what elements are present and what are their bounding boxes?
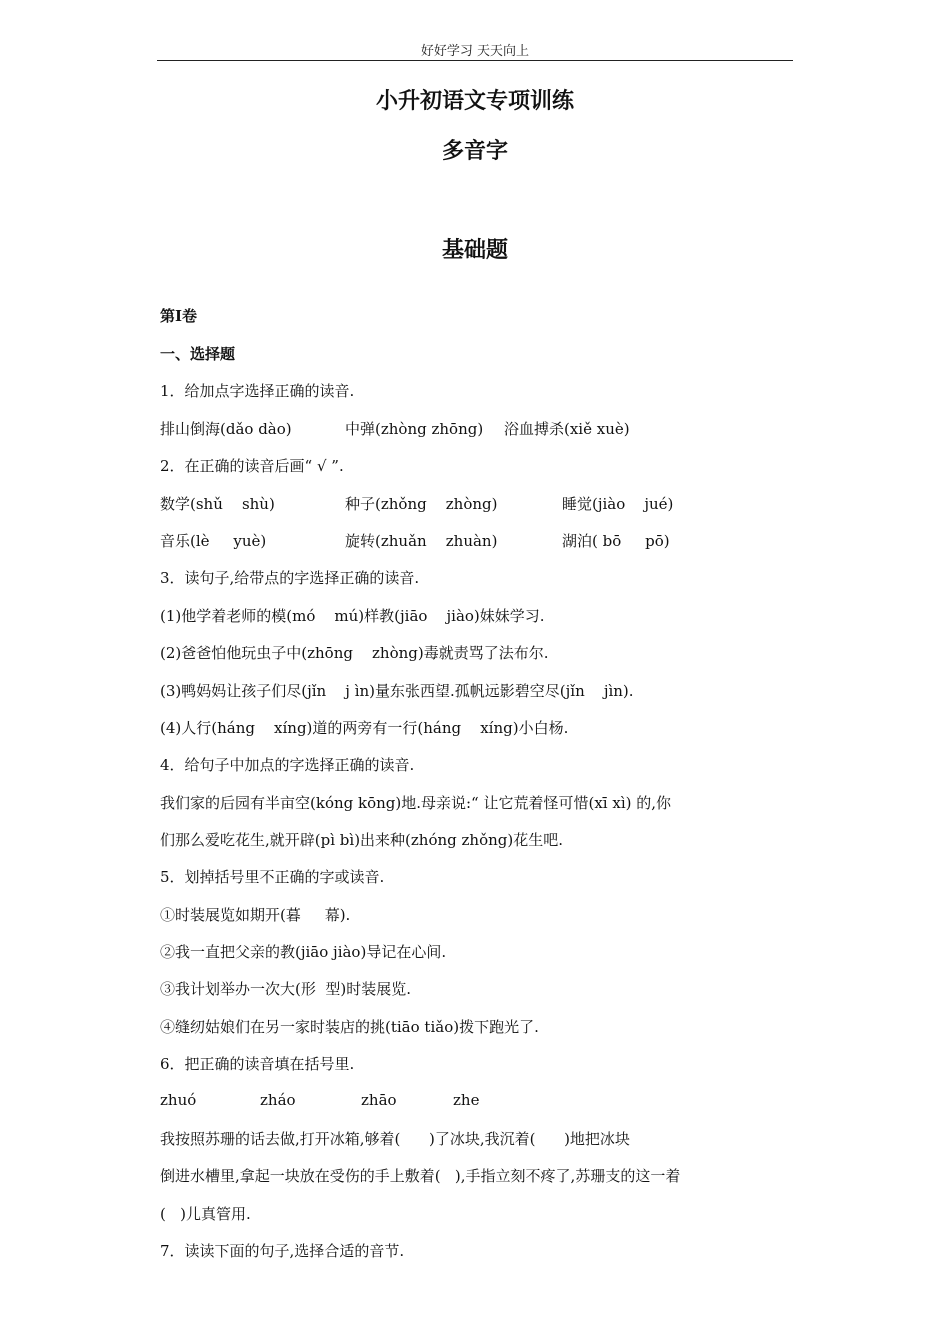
q2-item: 睡觉(jiào jué) <box>562 495 674 513</box>
sub-title: 多音字 <box>441 138 508 164</box>
q2-row <box>160 530 780 552</box>
q6-passage-line: 倒进水槽里,拿起一块放在受伤的手上敷着( ),手指立刻不疼了,苏珊支的这一着 <box>160 1167 681 1185</box>
q5-sentence: ②我一直把父亲的教(jiāo jiào)导记在心间. <box>160 943 447 961</box>
q2-item: 湖泊( bō pō) <box>562 532 670 550</box>
q6-option: zhe <box>453 1091 480 1109</box>
q2-item: 音乐(lè yuè) <box>160 532 267 550</box>
q6-passage-line: ( )儿真管用. <box>160 1205 251 1223</box>
q5-sentence: ④缝纫姑娘们在另一家时装店的挑(tiāo tiǎo)拨下跑光了. <box>160 1018 539 1036</box>
q6-option: zhuó <box>160 1091 197 1109</box>
section-title: 基础题 <box>441 237 508 263</box>
header-rule <box>157 60 793 61</box>
q6-prompt: 6．把正确的读音填在括号里. <box>160 1055 355 1073</box>
main-title: 小升初语文专项训练 <box>375 88 574 114</box>
q1-options-row <box>160 418 780 440</box>
q4-passage-line: 我们家的后园有半亩空(kóng kōng)地.母亲说:“ 让它荒着怪可惜(xī xì) 的,你 <box>160 794 672 812</box>
q1-item: 中弹(zhòng zhōng) <box>345 420 484 438</box>
q2-item: 数学(shǔ shù) <box>160 495 275 513</box>
q3-prompt: 3．读句子,给带点的字选择正确的读音. <box>160 569 420 587</box>
q7-prompt: 7．读读下面的句子,选择合适的音节. <box>160 1242 405 1260</box>
q5-prompt: 5．划掉括号里不正确的字或读音. <box>160 868 385 886</box>
q1-prompt: 1．给加点字选择正确的读音. <box>160 382 355 400</box>
part-heading: 一、选择题 <box>160 345 236 363</box>
q5-sentence: ③我计划举办一次大(形 型)时装展览. <box>160 980 412 998</box>
q2-row <box>160 493 780 515</box>
q4-passage-line: 们那么爱吃花生,就开辟(pì bì)出来种(zhóng zhǒng)花生吧. <box>160 831 563 849</box>
q3-sentence: (4)人行(háng xíng)道的两旁有一行(háng xíng)小白杨. <box>160 719 569 737</box>
q6-option: zháo <box>260 1091 296 1109</box>
q6-passage-line: 我按照苏珊的话去做,打开冰箱,够着( )了冰块,我沉着( )地把冰块 <box>160 1130 630 1148</box>
q1-item: 浴血搏杀(xiě xuè) <box>504 420 630 438</box>
q2-item: 旋转(zhuǎn zhuàn) <box>345 532 498 550</box>
q3-sentence: (2)爸爸怕他玩虫子中(zhōng zhòng)毒就责骂了法布尔. <box>160 644 549 662</box>
q1-item: 排山倒海(dǎo dào) <box>160 420 292 438</box>
q3-sentence: (3)鸭妈妈让孩子们尽(jǐn j ìn)量东张西望.孤帆远影碧空尽(jǐn jìn). <box>160 682 634 700</box>
q3-sentence: (1)他学着老师的模(mó mú)样教(jiāo jiào)妹妹学习. <box>160 607 545 625</box>
q5-sentence: ①时装展览如期开(暮 幕). <box>160 906 351 924</box>
q2-item: 种子(zhǒng zhòng) <box>345 495 498 513</box>
volume-label: 第Ⅰ卷 <box>160 307 198 325</box>
page-header: 好好学习 天天向上 <box>420 44 530 59</box>
q2-prompt: 2．在正确的读音后画“ √ ”. <box>160 457 344 475</box>
q6-option: zhāo <box>361 1091 397 1109</box>
q4-prompt: 4．给句子中加点的字选择正确的读音. <box>160 756 415 774</box>
q6-pinyin-options <box>160 1091 560 1113</box>
